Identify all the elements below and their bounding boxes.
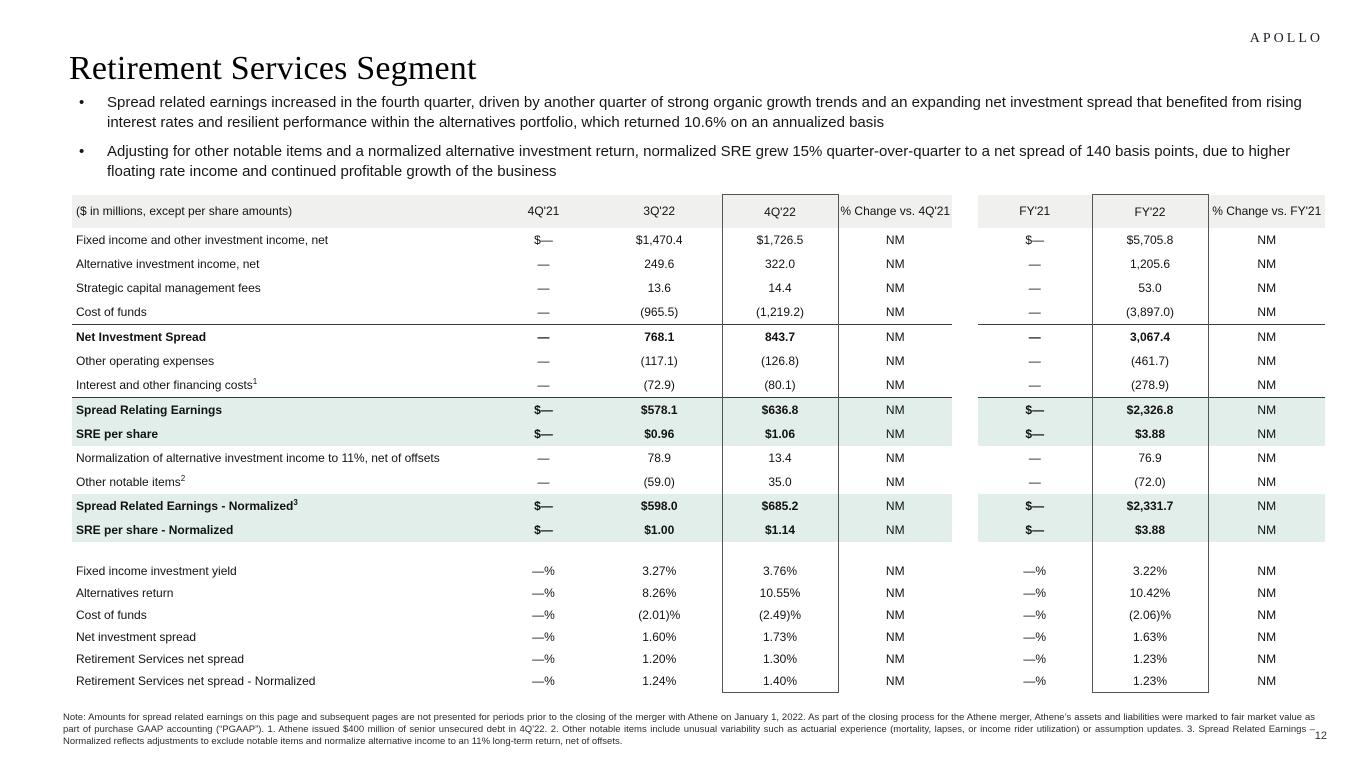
row-label: Net investment spread — [76, 630, 197, 644]
cell-value: NM — [1208, 422, 1325, 446]
cell-value: $3.88 — [1092, 422, 1208, 446]
column-gap — [952, 470, 978, 494]
cell-value: $1.14 — [722, 518, 838, 542]
cell-value: 1.23% — [1092, 670, 1208, 693]
cell-value: 3.22% — [1092, 560, 1208, 582]
cell-value: NM — [885, 233, 905, 247]
cell-value: $— — [490, 422, 597, 446]
cell-value: — — [537, 281, 550, 295]
page-title: Retirement Services Segment — [69, 50, 477, 87]
cell-value: — — [1028, 475, 1041, 489]
column-gap — [838, 542, 952, 560]
cell-value: NM — [1257, 451, 1277, 465]
cell-value: $1.00 — [597, 518, 722, 542]
cell-value: 1.63% — [1092, 626, 1208, 648]
cell-value: 8.26% — [642, 586, 677, 600]
column-gap — [952, 349, 978, 373]
header-row — [72, 195, 1325, 229]
table-row — [72, 252, 1325, 276]
column-gap — [597, 542, 722, 560]
cell-value: NM — [1257, 475, 1277, 489]
column-gap — [72, 542, 490, 560]
cell-value: $— — [978, 518, 1092, 542]
column-gap — [952, 276, 978, 300]
row-label: Normalization of alternative investment income to 11%, net of offsets — [76, 451, 440, 465]
column-gap — [952, 494, 978, 518]
cell-value: $685.2 — [722, 494, 838, 518]
cell-value: (117.1) — [640, 354, 678, 368]
cell-value: NM — [838, 398, 952, 423]
cell-value: — — [537, 305, 550, 319]
cell-value: — — [537, 378, 550, 392]
cell-value: $636.8 — [722, 398, 838, 423]
cell-value: $5,705.8 — [1092, 228, 1208, 252]
cell-value: NM — [1257, 652, 1277, 666]
cell-value: —% — [532, 608, 555, 622]
row-label: SRE per share — [72, 422, 490, 446]
footnote-ref: 2 — [180, 474, 186, 483]
row-label: Alternatives return — [76, 586, 174, 600]
cell-value: 1.30% — [722, 648, 838, 670]
column-gap — [490, 542, 597, 560]
column-gap — [952, 446, 978, 470]
cell-value: 76.9 — [1092, 446, 1208, 470]
column-gap — [952, 195, 978, 229]
column-gap — [952, 228, 978, 252]
cell-value: —% — [1023, 586, 1047, 600]
column-gap — [952, 373, 978, 398]
row-label: Spread Relating Earnings — [72, 398, 490, 423]
cell-value: 1.60% — [642, 630, 677, 644]
cell-value: — — [537, 354, 550, 368]
cell-value: $578.1 — [597, 398, 722, 423]
cell-value: 249.6 — [644, 257, 675, 271]
cell-value: NM — [1257, 630, 1277, 644]
cell-value: NM — [1257, 674, 1277, 689]
row-label: Other operating expenses — [76, 354, 215, 368]
cell-value: (3,897.0) — [1092, 300, 1208, 325]
row-label: Strategic capital management fees — [76, 281, 261, 295]
cell-value: NM — [885, 354, 905, 368]
cell-value: —% — [532, 630, 555, 644]
row-label: Fixed income and other investment income, net — [76, 233, 329, 247]
table-row — [72, 398, 1325, 423]
page-number: 12 — [1314, 730, 1327, 742]
cell-value: — — [1028, 305, 1041, 319]
cell-value: $598.0 — [597, 494, 722, 518]
cell-value: —% — [1023, 652, 1047, 666]
row-label: SRE per share - Normalized — [72, 518, 490, 542]
cell-value: 3.27% — [642, 564, 677, 578]
cell-value: (278.9) — [1092, 373, 1208, 398]
cell-value: $2,331.7 — [1092, 494, 1208, 518]
table-row — [72, 446, 1325, 470]
cell-value: 13.4 — [722, 446, 838, 470]
cell-value: NM — [885, 305, 905, 319]
cell-value: (80.1) — [722, 373, 838, 398]
cell-value: 13.6 — [647, 281, 671, 295]
table-row — [72, 373, 1325, 398]
table-row — [72, 228, 1325, 252]
bullet-item: • Spread related earnings increased in the fourth quarter, driven by another quarter of strong organic growth trends and an expanding net investment spread that benefited from rising interest rates and resilient performance within the alternatives portfolio, which returned 10.6% on an annualized basis — [76, 93, 1316, 133]
cell-value: 1.24% — [642, 674, 677, 689]
cell-value: —% — [1023, 608, 1047, 622]
cell-value: — — [1028, 451, 1041, 465]
cell-value: NM — [1257, 305, 1277, 319]
cell-value: NM — [1257, 608, 1277, 622]
cell-value: $1,470.4 — [635, 233, 683, 247]
cell-value: NM — [885, 451, 905, 465]
cell-value: $1,726.5 — [722, 228, 838, 252]
row-label: Alternative investment income, net — [76, 257, 260, 271]
bullet-item: • Adjusting for other notable items and a normalized alternative investment return, normalized SRE grew 15% quarter-over-quarter to a net spread of 140 basis points, due to higher floating rate income and continued profitable growth of the business — [76, 142, 1316, 182]
column-header: 3Q'22 — [597, 195, 722, 229]
table-row — [72, 626, 1325, 648]
column-header: % Change vs. FY'21 — [1208, 195, 1325, 229]
cell-value: 10.42% — [1092, 582, 1208, 604]
cell-value: 3.76% — [722, 560, 838, 582]
column-gap — [952, 670, 978, 693]
cell-value: —% — [532, 586, 555, 600]
cell-value: NM — [838, 518, 952, 542]
table-row — [72, 582, 1325, 604]
cell-value: NM — [1257, 564, 1277, 578]
cell-value: (59.0) — [643, 475, 675, 489]
row-label: Cost of funds — [76, 305, 147, 319]
footnote: Note: Amounts for spread related earnings on this page and subsequent pages are not presented for periods prior to the closing of the merger with Athene on January 1, 2022. As part of the closing process for the Athene merger, Athene’s assets and liabilities were marked to fair market value as part of purchase GAAP accounting (“PGAAP”). 1. Athene issued $400 million of senior unsecured debt in 4Q'22. 2. Other notable items include unusual variability such as actuarial experience (mortality, lapses, or income rider utilization) or assumption updates. 3. Spread Related Earnings – Normalized reflects adjustments to exclude notable items and normalize alternative income to an 11% long-term return, net of offsets. — [63, 712, 1315, 747]
cell-value: (2.01)% — [638, 608, 681, 622]
cell-value: $— — [1025, 233, 1045, 247]
cell-value: NM — [885, 586, 905, 600]
cell-value: 10.55% — [722, 582, 838, 604]
cell-value: — — [1028, 281, 1041, 295]
cell-value: NM — [885, 564, 905, 578]
cell-value: NM — [1257, 378, 1277, 392]
column-gap — [1092, 542, 1208, 560]
cell-value: $— — [490, 398, 597, 423]
cell-value: 322.0 — [722, 252, 838, 276]
cell-value: $0.96 — [597, 422, 722, 446]
cell-value: NM — [838, 494, 952, 518]
row-label: Net Investment Spread — [72, 325, 490, 350]
table-gap-row — [72, 542, 1325, 560]
column-gap — [952, 648, 978, 670]
cell-value: $— — [978, 494, 1092, 518]
cell-value: $— — [490, 518, 597, 542]
table-row — [72, 560, 1325, 582]
cell-value: (72.0) — [1092, 470, 1208, 494]
cell-value: NM — [885, 257, 905, 271]
cell-value: — — [537, 475, 550, 489]
cell-value: NM — [885, 281, 905, 295]
column-header: 4Q'22 — [722, 195, 838, 229]
cell-value: 1.40% — [722, 670, 838, 693]
cell-value: — — [537, 451, 550, 465]
cell-value: —% — [532, 652, 555, 666]
cell-value: —% — [532, 564, 555, 578]
cell-value: —% — [1023, 564, 1047, 578]
row-label: Retirement Services net spread — [76, 652, 245, 666]
cell-value: NM — [838, 422, 952, 446]
cell-value: (2.06)% — [1092, 604, 1208, 626]
column-gap — [952, 398, 978, 423]
cell-value: $— — [978, 398, 1092, 423]
table-row — [72, 470, 1325, 494]
cell-value: 1.73% — [722, 626, 838, 648]
column-gap — [952, 518, 978, 542]
column-gap — [952, 560, 978, 582]
cell-value: 14.4 — [722, 276, 838, 300]
cell-value: NM — [885, 652, 905, 666]
cell-value: —% — [532, 674, 555, 689]
cell-value: $3.88 — [1092, 518, 1208, 542]
cell-value: NM — [885, 674, 905, 689]
table-row — [72, 325, 1325, 350]
cell-value: 1.23% — [1092, 648, 1208, 670]
table-row — [72, 648, 1325, 670]
cell-value: 843.7 — [722, 325, 838, 350]
cell-value: — — [1028, 257, 1041, 271]
cell-value: NM — [1257, 281, 1277, 295]
column-gap — [952, 252, 978, 276]
footnote-ref: 3 — [293, 498, 298, 507]
cell-value: — — [978, 325, 1092, 350]
row-label: Cost of funds — [76, 608, 147, 622]
row-label: Other notable items$^2$ — [76, 474, 186, 489]
column-gap — [952, 325, 978, 350]
cell-value: 35.0 — [722, 470, 838, 494]
column-gap — [952, 542, 978, 560]
row-label: Fixed income investment yield — [76, 564, 237, 578]
column-gap — [1208, 542, 1325, 560]
cell-value: (1,219.2) — [722, 300, 838, 325]
column-gap — [952, 422, 978, 446]
footnote-ref: 1 — [252, 377, 258, 386]
cell-value: NM — [885, 608, 905, 622]
cell-value: NM — [1257, 586, 1277, 600]
cell-value: 3,067.4 — [1092, 325, 1208, 350]
cell-value: (2.49)% — [722, 604, 838, 626]
cell-value: (965.5) — [640, 305, 679, 319]
cell-value: NM — [1257, 257, 1277, 271]
cell-value: — — [1028, 354, 1041, 368]
cell-value: 1.20% — [642, 652, 677, 666]
cell-value: NM — [885, 378, 905, 392]
row-label: Interest and other financing costs$^1$ — [76, 377, 258, 392]
column-gap — [952, 626, 978, 648]
table-row — [72, 494, 1325, 518]
column-header: FY'22 — [1092, 195, 1208, 229]
column-header: ($ in millions, except per share amounts) — [72, 195, 490, 229]
column-header: FY'21 — [978, 195, 1092, 229]
column-gap — [952, 604, 978, 626]
cell-value: NM — [885, 630, 905, 644]
column-gap — [952, 300, 978, 325]
row-label: Spread Related Earnings - Normalized$^3$ — [72, 494, 490, 518]
column-gap — [722, 542, 838, 560]
cell-value: $— — [978, 422, 1092, 446]
apollo-logo: APOLLO — [1249, 31, 1323, 46]
cell-value: (126.8) — [722, 349, 838, 373]
cell-value: — — [537, 257, 550, 271]
cell-value: $— — [534, 233, 553, 247]
table-row — [72, 276, 1325, 300]
cell-value: 78.9 — [647, 451, 671, 465]
table-row — [72, 422, 1325, 446]
table-header — [72, 195, 1325, 229]
cell-value: —% — [1023, 674, 1047, 689]
column-header: % Change vs. 4Q'21 — [838, 195, 952, 229]
cell-value: NM — [1208, 398, 1325, 423]
column-gap — [952, 582, 978, 604]
row-label: Retirement Services net spread - Normalized — [76, 674, 316, 689]
cell-value: 53.0 — [1092, 276, 1208, 300]
table-row — [72, 670, 1325, 693]
table-body — [72, 228, 1325, 693]
cell-value: (461.7) — [1092, 349, 1208, 373]
table-row — [72, 300, 1325, 325]
cell-value: $— — [490, 494, 597, 518]
cell-value: NM — [1208, 518, 1325, 542]
cell-value: 1,205.6 — [1092, 252, 1208, 276]
cell-value: —% — [1023, 630, 1047, 644]
cell-value: NM — [1208, 494, 1325, 518]
table-row — [72, 349, 1325, 373]
cell-value: NM — [1257, 354, 1277, 368]
cell-value: — — [1028, 378, 1041, 392]
column-gap — [978, 542, 1092, 560]
cell-value: NM — [838, 325, 952, 350]
cell-value: NM — [885, 475, 905, 489]
cell-value: NM — [1257, 233, 1277, 247]
cell-value: $2,326.8 — [1092, 398, 1208, 423]
cell-value: 768.1 — [597, 325, 722, 350]
table-row — [72, 604, 1325, 626]
cell-value: (72.9) — [643, 378, 675, 392]
cell-value: — — [490, 325, 597, 350]
cell-value: NM — [1208, 325, 1325, 350]
column-header: 4Q'21 — [490, 195, 597, 229]
bullet-list — [76, 93, 1316, 191]
table-row — [72, 518, 1325, 542]
financial-table — [72, 194, 1325, 693]
cell-value: $1.06 — [722, 422, 838, 446]
